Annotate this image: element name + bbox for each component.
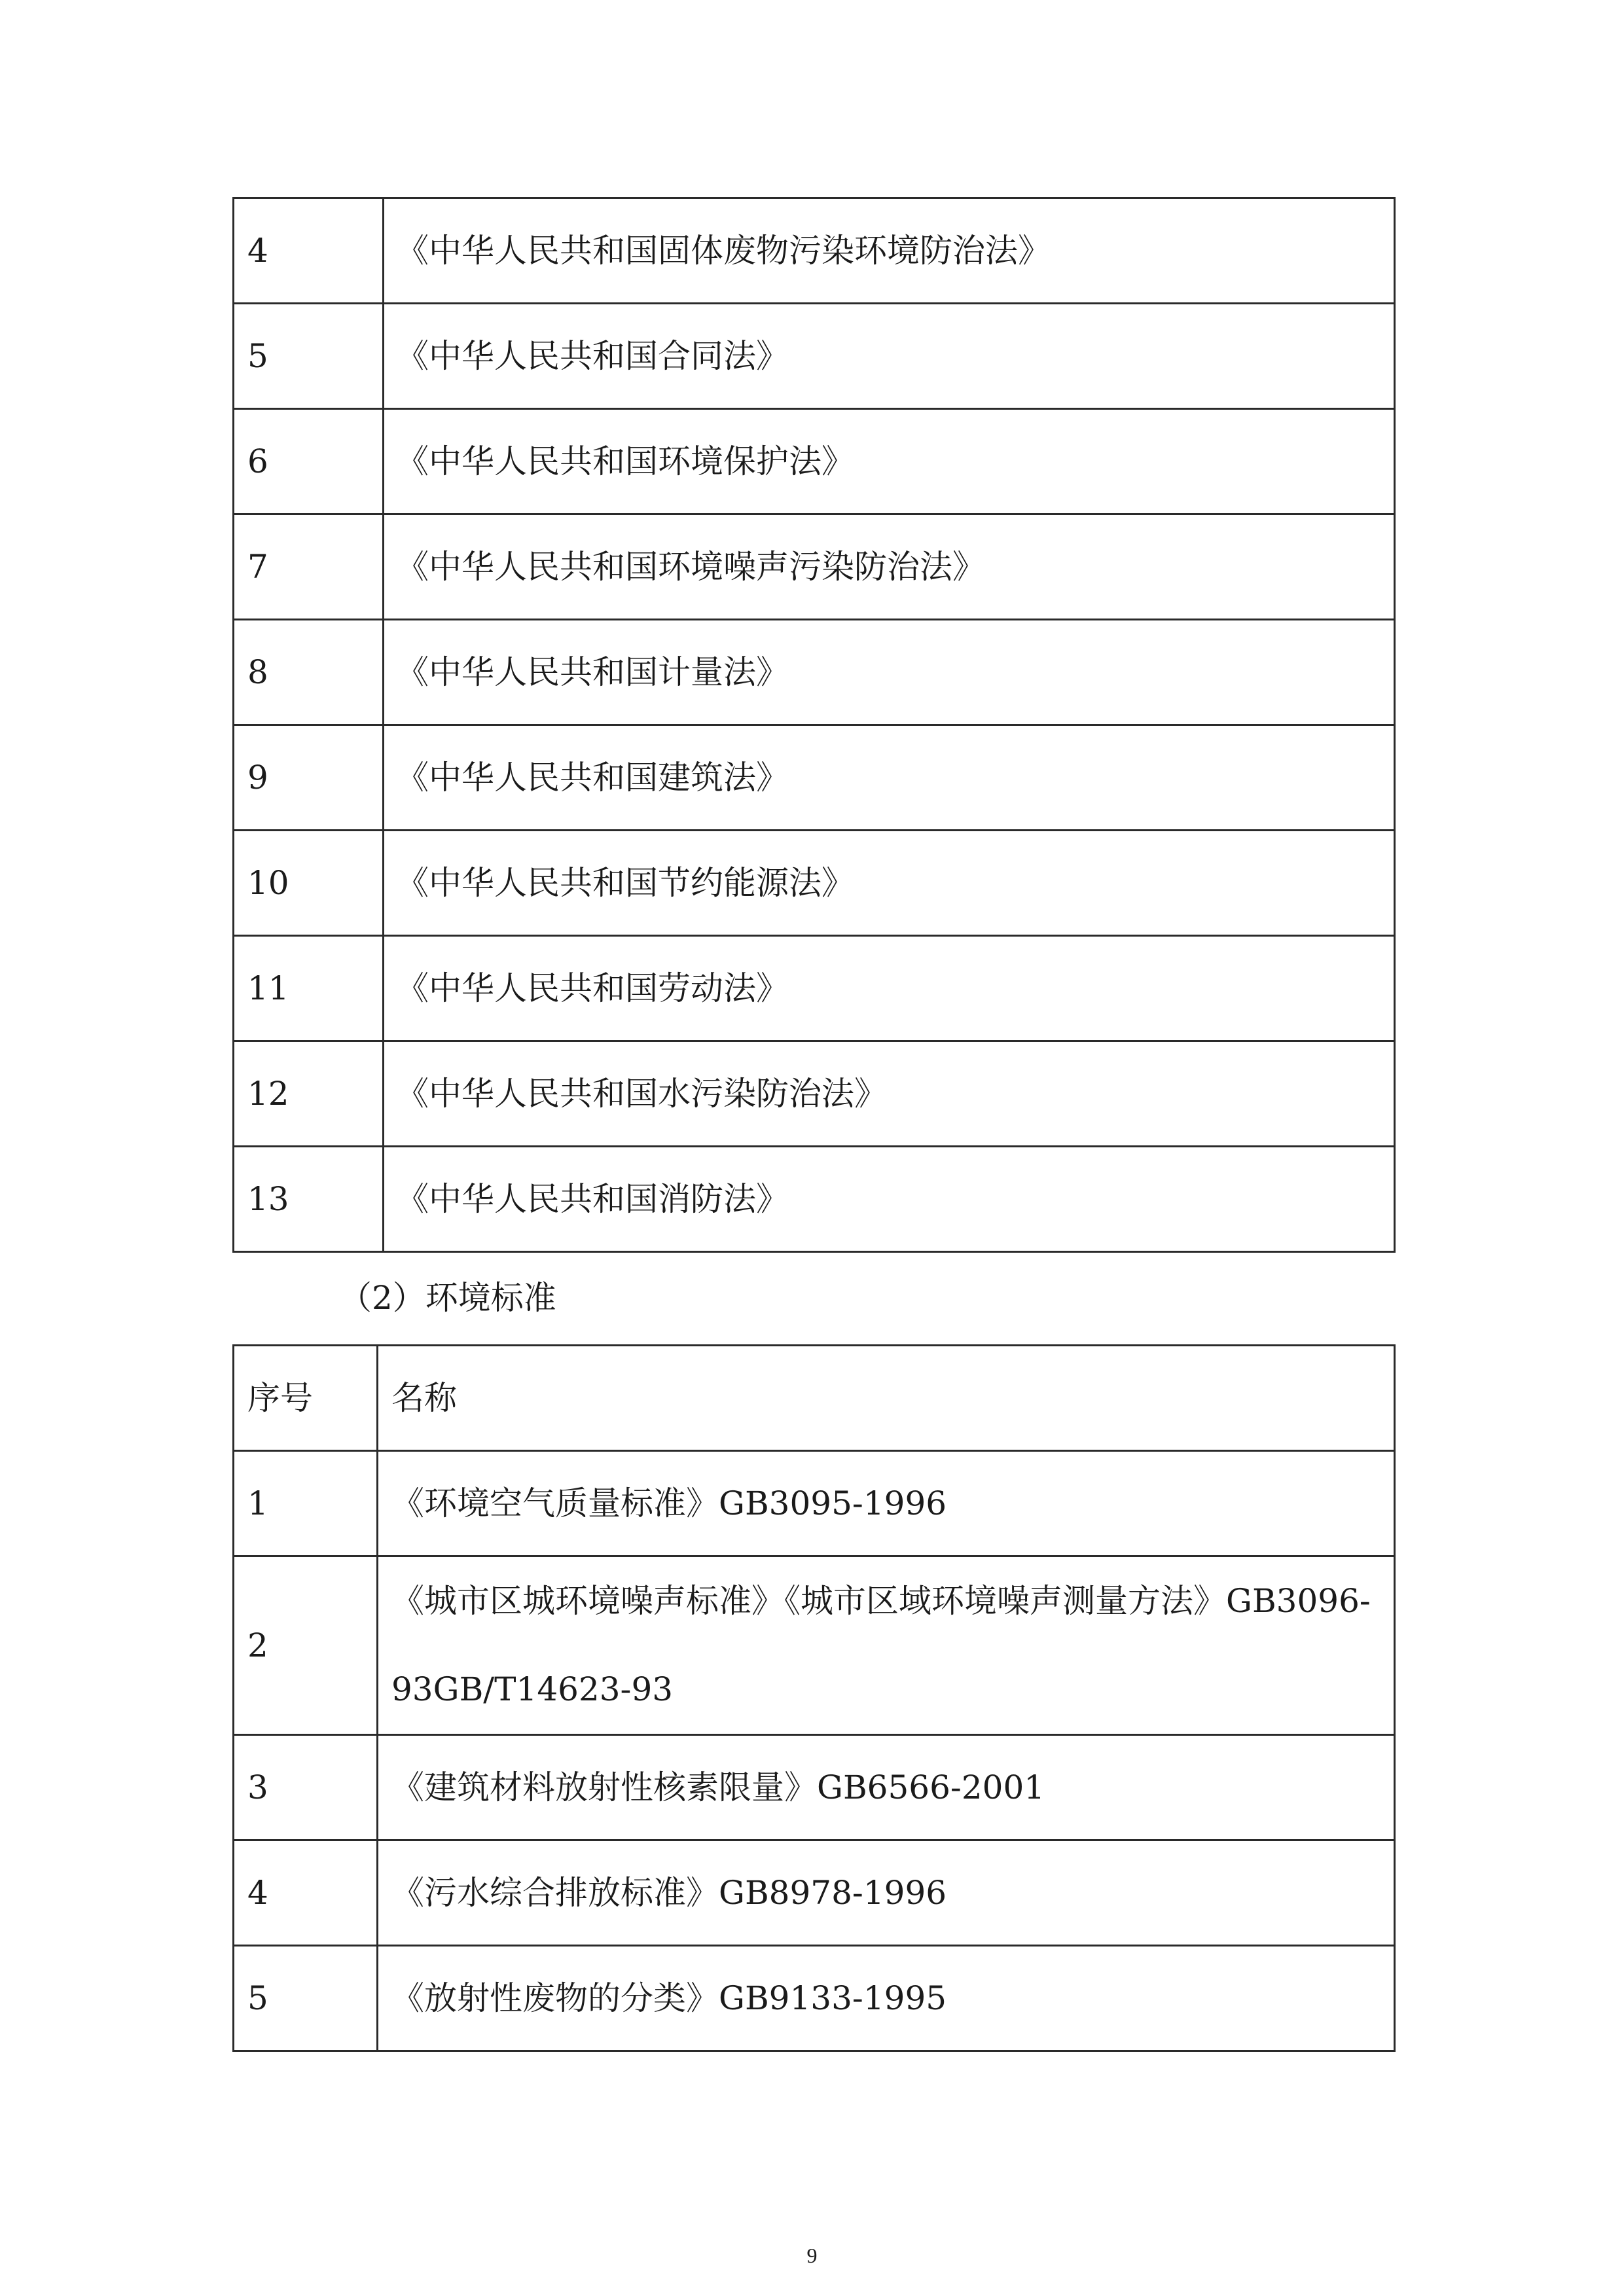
standards-table — [232, 1344, 1396, 2052]
table-row — [234, 1556, 1395, 1735]
row-number: 6 — [234, 409, 384, 514]
row-number: 2 — [234, 1556, 378, 1735]
row-number: 1 — [234, 1451, 378, 1556]
row-number: 8 — [234, 620, 384, 725]
row-number: 4 — [234, 1840, 378, 1946]
law-name: 《中华人民共和国节约能源法》 — [384, 831, 1395, 936]
row-number: 10 — [234, 831, 384, 936]
law-name: 《中华人民共和国建筑法》 — [384, 725, 1395, 831]
standard-name: 《放射性废物的分类》GB9133-1995 — [378, 1946, 1395, 2051]
law-name: 《中华人民共和国环境噪声污染防治法》 — [384, 514, 1395, 620]
row-number: 11 — [234, 936, 384, 1041]
row-number: 7 — [234, 514, 384, 620]
section-heading: （2）环境标准 — [339, 1279, 556, 1317]
table-row — [234, 1147, 1395, 1252]
law-name: 《中华人民共和国固体废物污染环境防治法》 — [384, 198, 1395, 304]
table-header-row — [234, 1346, 1395, 1451]
law-name: 《中华人民共和国劳动法》 — [384, 936, 1395, 1041]
row-number: 12 — [234, 1041, 384, 1147]
standard-name: 《建筑材料放射性核素限量》GB6566-2001 — [378, 1735, 1395, 1840]
table-row — [234, 198, 1395, 304]
standard-name: 《环境空气质量标准》GB3095-1996 — [378, 1451, 1395, 1556]
row-number: 5 — [234, 1946, 378, 2051]
laws-table — [232, 197, 1396, 1253]
table-row — [234, 1840, 1395, 1946]
column-header-name: 名称 — [378, 1346, 1395, 1451]
column-header-number: 序号 — [234, 1346, 378, 1451]
law-name: 《中华人民共和国水污染防治法》 — [384, 1041, 1395, 1147]
table-row — [234, 1451, 1395, 1556]
table-row — [234, 1041, 1395, 1147]
law-name: 《中华人民共和国环境保护法》 — [384, 409, 1395, 514]
standard-name: 《城市区城环境噪声标准》《城市区域环境噪声测量方法》GB3096-93GB/T14623-93 — [378, 1556, 1395, 1735]
table-row — [234, 304, 1395, 409]
law-name: 《中华人民共和国计量法》 — [384, 620, 1395, 725]
row-number: 5 — [234, 304, 384, 409]
table-row — [234, 514, 1395, 620]
page-number: 9 — [806, 2244, 818, 2267]
table-row — [234, 620, 1395, 725]
row-number: 9 — [234, 725, 384, 831]
law-name: 《中华人民共和国合同法》 — [384, 304, 1395, 409]
table-row — [234, 1735, 1395, 1840]
table-row — [234, 409, 1395, 514]
law-name: 《中华人民共和国消防法》 — [384, 1147, 1395, 1252]
standard-name: 《污水综合排放标准》GB8978-1996 — [378, 1840, 1395, 1946]
table-row — [234, 1946, 1395, 2051]
row-number: 13 — [234, 1147, 384, 1252]
row-number: 4 — [234, 198, 384, 304]
table-row — [234, 936, 1395, 1041]
row-number: 3 — [234, 1735, 378, 1840]
table-row — [234, 831, 1395, 936]
table-row — [234, 725, 1395, 831]
